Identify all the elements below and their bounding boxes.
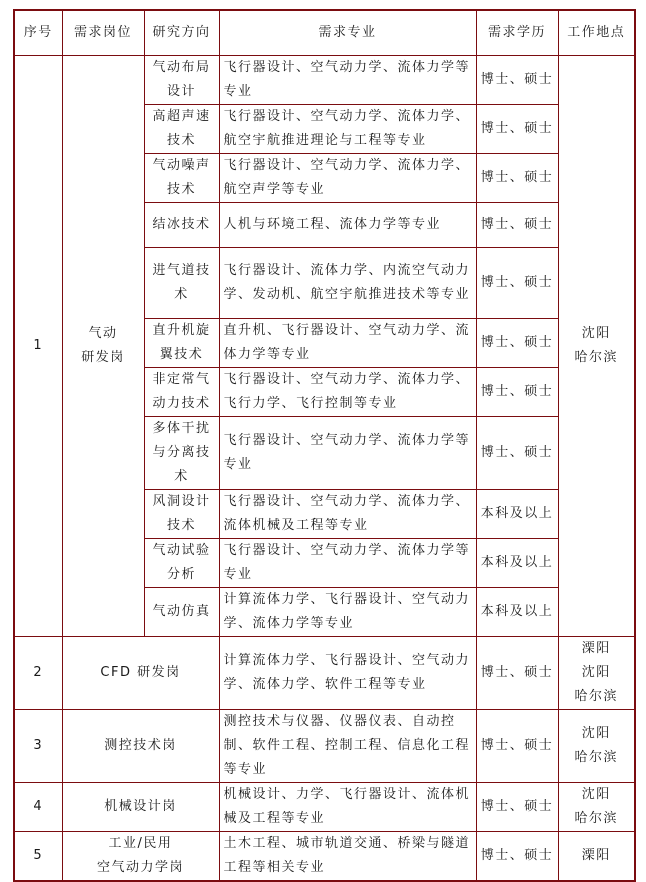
- row-index: 5: [14, 832, 62, 882]
- row-direction: 结冰技术: [144, 203, 219, 248]
- location-line: 哈尔滨: [574, 689, 618, 704]
- row-direction: 风洞设计技术: [144, 490, 219, 539]
- row-major: 飞行器设计、空气动力学、流体力学、航空声学等专业: [219, 154, 476, 203]
- row-position: [62, 56, 144, 637]
- location-line: 沈阳: [581, 326, 611, 341]
- row-direction: 气动仿真: [144, 588, 219, 637]
- row-major: 机械设计、力学、飞行器设计、流体机械及工程等专业: [219, 783, 476, 832]
- row-major: 测控技术与仪器、仪器仪表、自动控制、软件工程、控制工程、信息化工程等专业: [219, 710, 476, 783]
- position-line: 机械设计岗: [104, 799, 177, 814]
- row-index: 1: [14, 56, 62, 637]
- position-line: 空气动力学岗: [96, 860, 184, 875]
- row-direction: 气动布局设计: [144, 56, 219, 105]
- row-degree: 博士、硕士: [476, 783, 558, 832]
- header-row: [14, 10, 635, 56]
- header-position: 需求岗位: [62, 10, 144, 56]
- table-row: [14, 832, 635, 882]
- row-direction: 高超声速技术: [144, 105, 219, 154]
- row-direction: 直升机旋翼技术: [144, 319, 219, 368]
- row-location: [558, 56, 635, 637]
- position-line: CFD 研发岗: [100, 665, 181, 680]
- row-degree: 博士、硕士: [476, 203, 558, 248]
- row-degree: 本科及以上: [476, 588, 558, 637]
- table-row: [14, 637, 635, 710]
- row-major: 人机与环境工程、流体力学等专业: [219, 203, 476, 248]
- location-line: 溧阳: [581, 848, 611, 863]
- recruitment-table: [13, 9, 636, 882]
- location-line: 哈尔滨: [574, 350, 618, 365]
- row-degree: 博士、硕士: [476, 417, 558, 490]
- location-line: 哈尔滨: [574, 811, 618, 826]
- row-degree: 博士、硕士: [476, 248, 558, 319]
- position-line: 研发岗: [81, 350, 125, 365]
- location-line: 沈阳: [581, 665, 611, 680]
- header-index: 序号: [14, 10, 62, 56]
- location-line: 哈尔滨: [574, 750, 618, 765]
- row-major: 飞行器设计、流体力学、内流空气动力学、发动机、航空宇航推进技术等专业: [219, 248, 476, 319]
- row-direction: 非定常气动力技术: [144, 368, 219, 417]
- row-degree: 本科及以上: [476, 490, 558, 539]
- row-location: [558, 783, 635, 832]
- table-row: [14, 710, 635, 783]
- row-degree: 博士、硕士: [476, 56, 558, 105]
- row-direction: 进气道技术: [144, 248, 219, 319]
- row-direction: 多体干扰与分离技术: [144, 417, 219, 490]
- row-major: 飞行器设计、空气动力学、流体力学等专业: [219, 539, 476, 588]
- row-major: 飞行器设计、空气动力学、流体力学等专业: [219, 417, 476, 490]
- row-location: [558, 710, 635, 783]
- row-major: 直升机、飞行器设计、空气动力学、流体力学等专业: [219, 319, 476, 368]
- table-row: [14, 783, 635, 832]
- row-location: [558, 637, 635, 710]
- row-major: 土木工程、城市轨道交通、桥梁与隧道工程等相关专业: [219, 832, 476, 882]
- row-degree: 博士、硕士: [476, 637, 558, 710]
- location-line: 沈阳: [581, 787, 611, 802]
- row-index: 3: [14, 710, 62, 783]
- row-major: 飞行器设计、空气动力学、流体力学、航空宇航推进理论与工程等专业: [219, 105, 476, 154]
- row-major: 飞行器设计、空气动力学、流体力学、飞行力学、飞行控制等专业: [219, 368, 476, 417]
- row-major: 飞行器设计、空气动力学、流体力学等专业: [219, 56, 476, 105]
- row-major: 计算流体力学、飞行器设计、空气动力学、流体力学、软件工程等专业: [219, 637, 476, 710]
- row-degree: 博士、硕士: [476, 105, 558, 154]
- row-position: [62, 710, 219, 783]
- row-position: [62, 637, 219, 710]
- row-degree: 本科及以上: [476, 539, 558, 588]
- row-degree: 博士、硕士: [476, 319, 558, 368]
- position-line: 工业/民用: [108, 836, 173, 851]
- position-line: 气动: [88, 326, 118, 341]
- row-direction: 气动噪声技术: [144, 154, 219, 203]
- header-degree: 需求学历: [476, 10, 558, 56]
- table-row: [14, 56, 635, 105]
- location-line: 溧阳: [581, 641, 611, 656]
- location-line: 沈阳: [581, 726, 611, 741]
- header-direction: 研究方向: [144, 10, 219, 56]
- row-direction: 气动试验分析: [144, 539, 219, 588]
- row-major: 计算流体力学、飞行器设计、空气动力学、流体力学等专业: [219, 588, 476, 637]
- header-location: 工作地点: [558, 10, 635, 56]
- row-degree: 博士、硕士: [476, 154, 558, 203]
- row-degree: 博士、硕士: [476, 832, 558, 882]
- row-location: [558, 832, 635, 882]
- row-major: 飞行器设计、空气动力学、流体力学、流体机械及工程等专业: [219, 490, 476, 539]
- row-degree: 博士、硕士: [476, 368, 558, 417]
- row-degree: 博士、硕士: [476, 710, 558, 783]
- row-index: 2: [14, 637, 62, 710]
- row-position: [62, 783, 219, 832]
- row-position: [62, 832, 219, 882]
- header-major: 需求专业: [219, 10, 476, 56]
- position-line: 测控技术岗: [104, 738, 177, 753]
- row-index: 4: [14, 783, 62, 832]
